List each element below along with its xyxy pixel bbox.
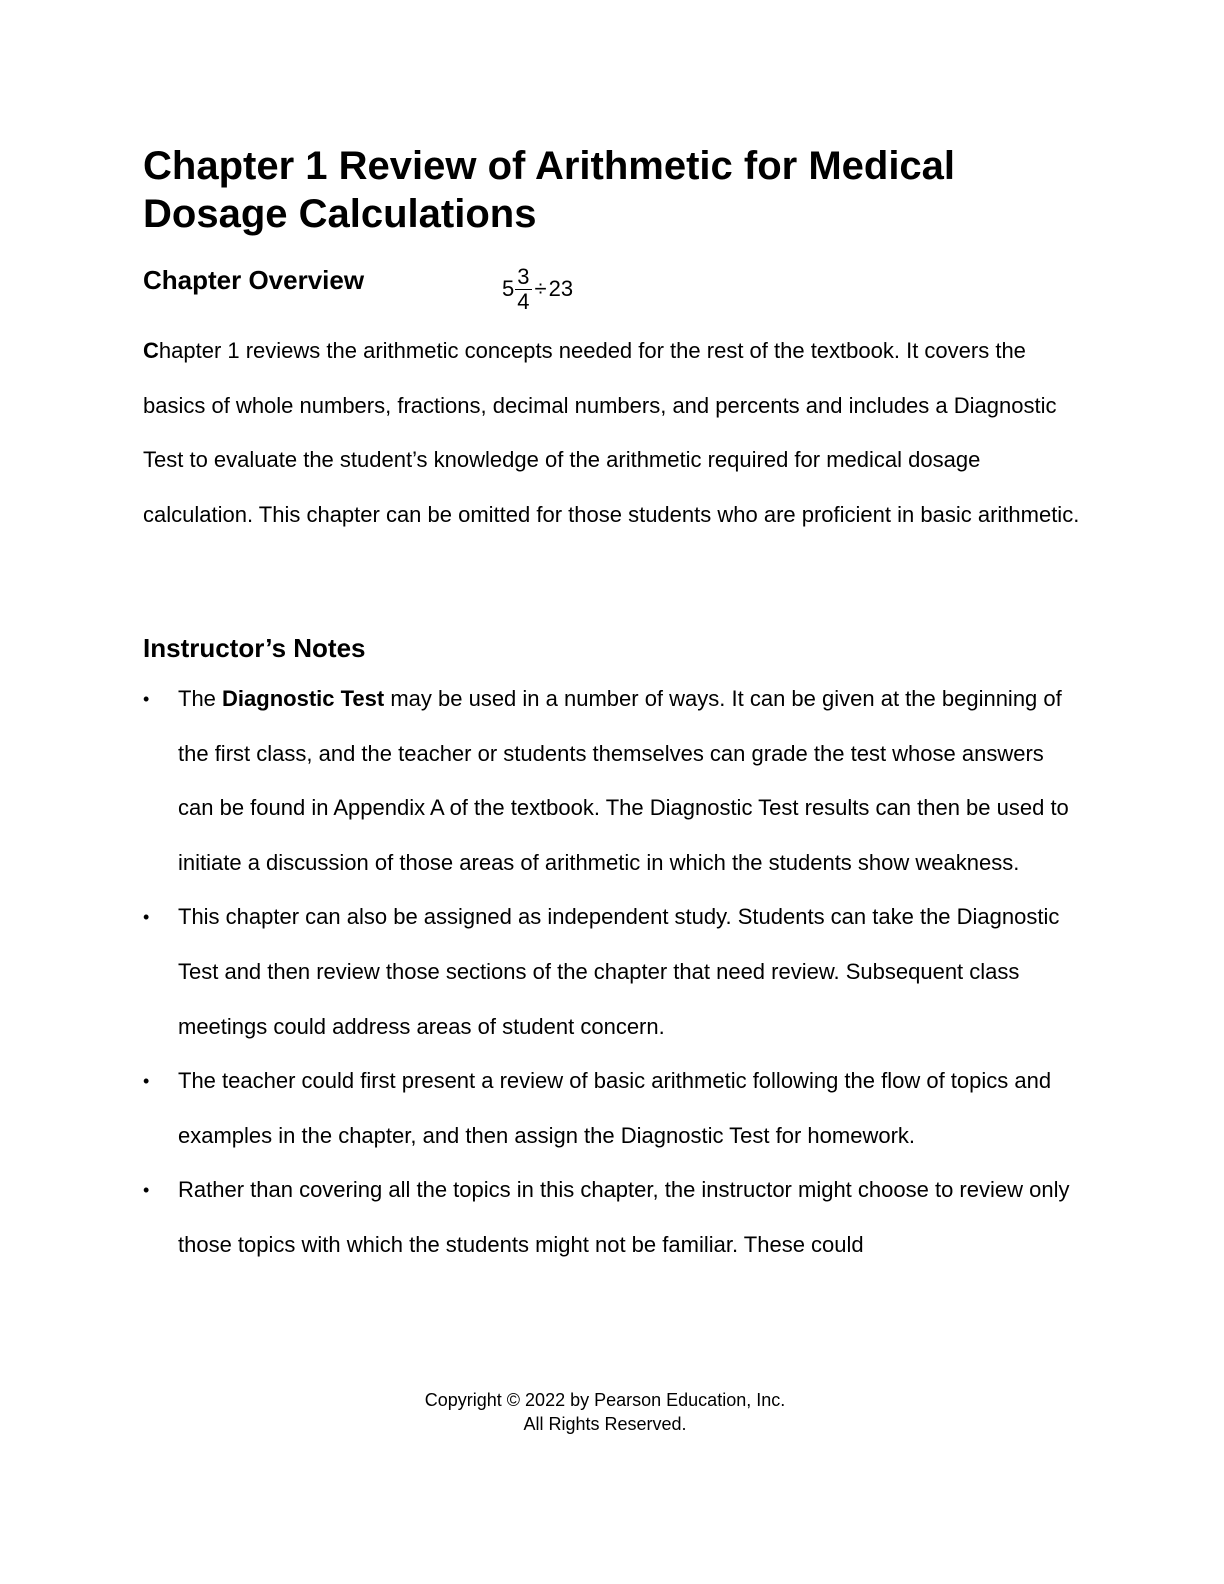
chapter-title xyxy=(143,142,1083,238)
note-1-bold-term: Diagnostic Test xyxy=(222,686,385,711)
bullet-icon: • xyxy=(143,907,150,928)
chapter-overview-row xyxy=(143,262,1083,316)
bullet-icon: • xyxy=(143,689,150,709)
chapter-title-line-2: Dosage Calculations xyxy=(143,192,537,236)
math-expression xyxy=(502,262,573,316)
instructors-notes-list xyxy=(143,672,1083,1273)
list-item xyxy=(143,1163,1083,1272)
note-1-text-post: may be used in a number of ways. It can be given at the beginning of the first class, and the teacher or students themselves can grade the test whose answers can be found in Appendix A of the textbook. The Diagnostic Test results can then be used to initiate a discussion of those areas of arithmetic in which the students show weakness. xyxy=(178,686,1069,875)
note-3-text: The teacher could first present a review of basic arithmetic following the flow of topics and examples in the chapter, and then assign the Diagnostic Test for homework. xyxy=(178,1068,1052,1148)
math-fraction xyxy=(515,265,531,314)
note-4-text: Rather than covering all the topics in this chapter, the instructor might choose to review only those topics with which the students might not be familiar. These could xyxy=(178,1177,1070,1257)
chapter-overview-heading: Chapter Overview xyxy=(143,265,365,295)
overview-paragraph xyxy=(143,324,1083,542)
chapter-title-line-1: Chapter 1 Review of Arithmetic for Medical xyxy=(143,144,956,188)
math-whole-number: 5 xyxy=(502,276,515,301)
footer-copyright: Copyright © 2022 by Pearson Education, Inc. xyxy=(424,1390,786,1410)
math-denominator: 4 xyxy=(517,288,530,314)
list-item xyxy=(143,890,1083,1054)
math-numerator: 3 xyxy=(517,263,530,289)
footer-rights: All Rights Reserved. xyxy=(523,1414,687,1434)
list-item xyxy=(143,1054,1083,1163)
note-1-text-pre: The xyxy=(178,686,223,711)
overview-paragraph-first-letter: C xyxy=(143,338,159,363)
instructors-notes-heading: Instructor’s Notes xyxy=(143,633,366,663)
page-footer xyxy=(0,1388,1210,1436)
list-item xyxy=(143,672,1083,890)
bullet-icon: • xyxy=(143,1180,150,1201)
bullet-icon: • xyxy=(143,1071,150,1092)
overview-paragraph-text: hapter 1 reviews the arithmetic concepts needed for the rest of the textbook. It covers the basics of whole numbers, fractions, decimal numbers, and percents and includes a Diagnostic Test to evaluate the student’s knowledge of the arithmetic required for medical dosage calculation. This chapter can be omitted for those students who are proficient in basic arithmetic. xyxy=(143,338,1080,527)
note-2-text: This chapter can also be assigned as independent study. Students can take the Diagnostic Test and then review those sections of the chapter that need review. Subsequent class meetings could address areas of student concern. xyxy=(178,904,1060,1039)
math-division-sign: ÷ xyxy=(534,276,547,301)
math-divisor: 23 xyxy=(548,276,574,301)
